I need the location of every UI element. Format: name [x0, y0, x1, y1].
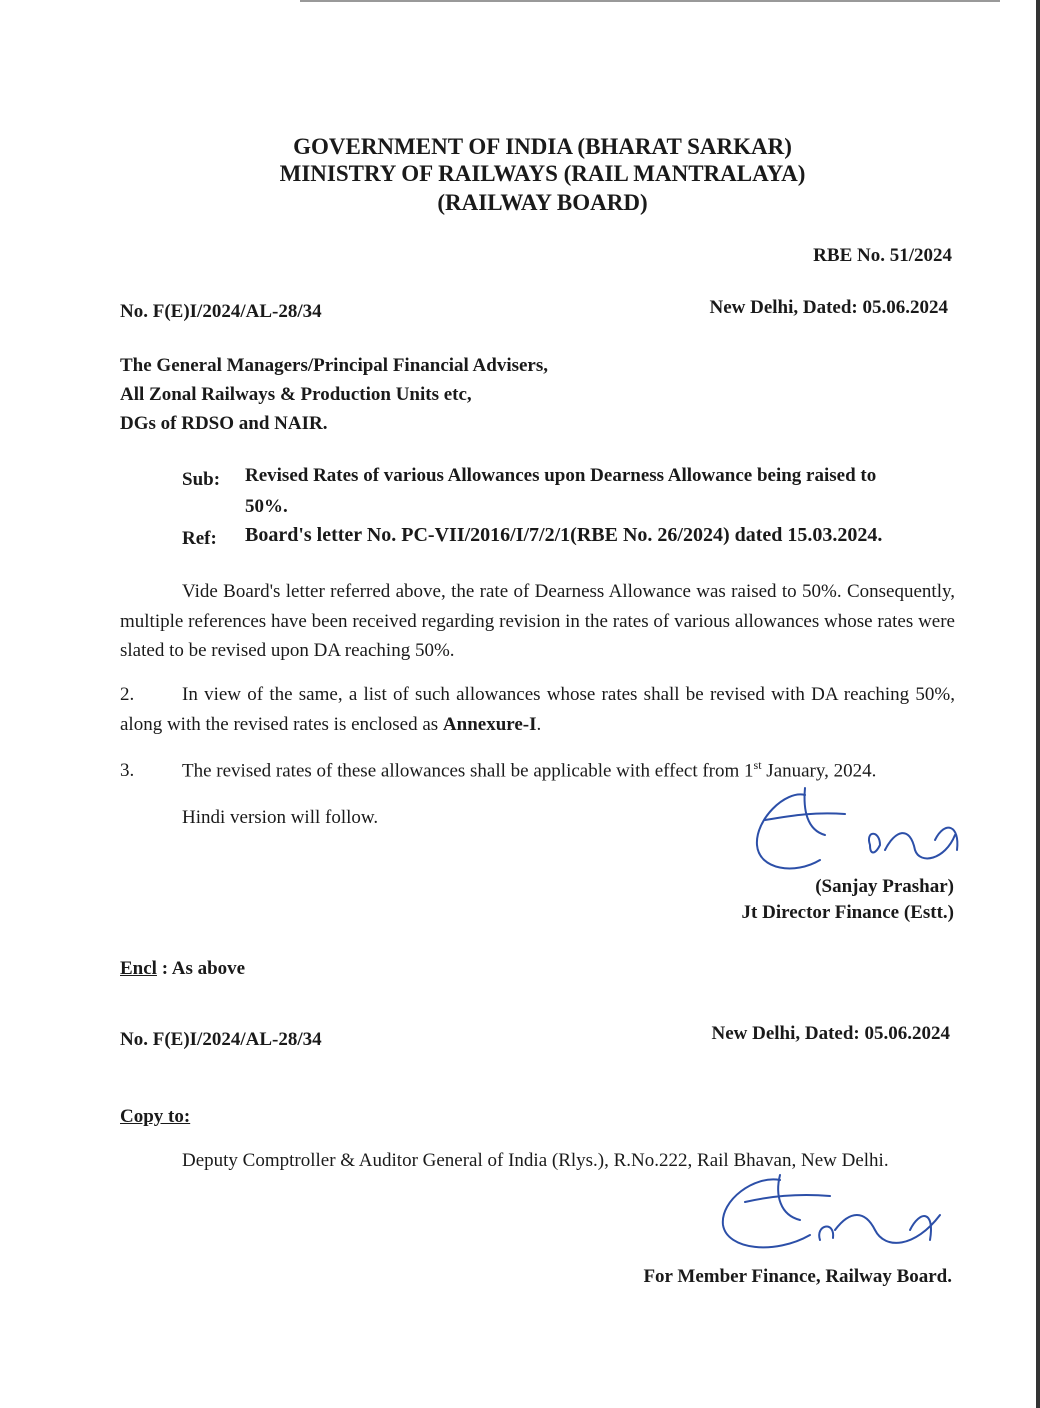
paragraph-3-end: January, 2024.: [761, 760, 877, 782]
paragraph-2-text: In view of the same, a list of such allowances whose rates shall be revised with DA reaching 50%, along with the revised rates is enclosed as: [120, 684, 955, 735]
copy-letter-number: No. F(E)I/2024/AL-28/34: [120, 1029, 322, 1050]
reference-text: Board's letter No. PC-VII/2016/I/7/2/1(RBE No. 26/2024) dated 15.03.2024.: [245, 524, 883, 546]
enclosure-label: Encl: [120, 958, 157, 979]
signatory-name: (Sanjay Prashar): [815, 876, 954, 897]
subject-label: Sub:: [182, 469, 221, 490]
header-line-3: (RAILWAY BOARD): [437, 190, 648, 215]
enclosure-text: : As above: [156, 958, 246, 979]
paragraph-3-text: The revised rates of these allowances shall be applicable with effect from 1: [182, 760, 754, 782]
addressee-line: The General Managers/Principal Financial Advisers,: [120, 355, 549, 376]
letter-number: No. F(E)I/2024/AL-28/34: [120, 301, 322, 322]
signatory-designation: Jt Director Finance (Estt.): [741, 902, 954, 923]
paragraph-number: 2.: [120, 684, 135, 705]
subject-line: Revised Rates of various Allowances upon Dearness Allowance being raised to: [245, 465, 877, 486]
paragraph-1: Vide Board's letter referred above, the rate of Dearness Allowance was raised to 50%. Consequently, multiple references have been received regarding revision in the rates of various allowances whose rates were slated to be revised upon DA reaching 50%.: [120, 581, 955, 661]
subject-line: 50%.: [245, 496, 288, 517]
enclosure-note: [120, 958, 245, 980]
letter-date: New Delhi, Dated: 05.06.2024: [709, 297, 948, 318]
paragraph-2-end: .: [536, 713, 542, 735]
reference-label: Ref:: [182, 528, 217, 549]
copy-letter-date: New Delhi, Dated: 05.06.2024: [711, 1023, 950, 1044]
hindi-note: Hindi version will follow.: [182, 807, 379, 828]
header-line-1: GOVERNMENT OF INDIA (BHARAT SARKAR): [293, 134, 792, 159]
signature-image: [745, 780, 970, 880]
scan-edge-top: [300, 0, 1000, 2]
copy-signoff: For Member Finance, Railway Board.: [643, 1266, 952, 1287]
rbe-number: RBE No. 51/2024: [813, 245, 952, 266]
addressee-line: All Zonal Railways & Production Units etc,: [120, 384, 472, 405]
signature-image: [715, 1170, 955, 1260]
header-line-2: MINISTRY OF RAILWAYS (RAIL MANTRALAYA): [279, 161, 806, 186]
addressee-line: DGs of RDSO and NAIR.: [120, 413, 328, 434]
annexure-reference: Annexure-I: [442, 713, 537, 735]
paragraph-2: [120, 680, 955, 739]
copy-recipient: Deputy Comptroller & Auditor General of India (Rlys.), R.No.222, Rail Bhavan, New Delhi.: [182, 1150, 889, 1171]
ordinal-suffix: st: [753, 758, 762, 772]
copy-to-heading: Copy to:: [120, 1106, 191, 1127]
paragraph-3: [120, 758, 876, 782]
paragraph-number: 3.: [120, 760, 135, 782]
